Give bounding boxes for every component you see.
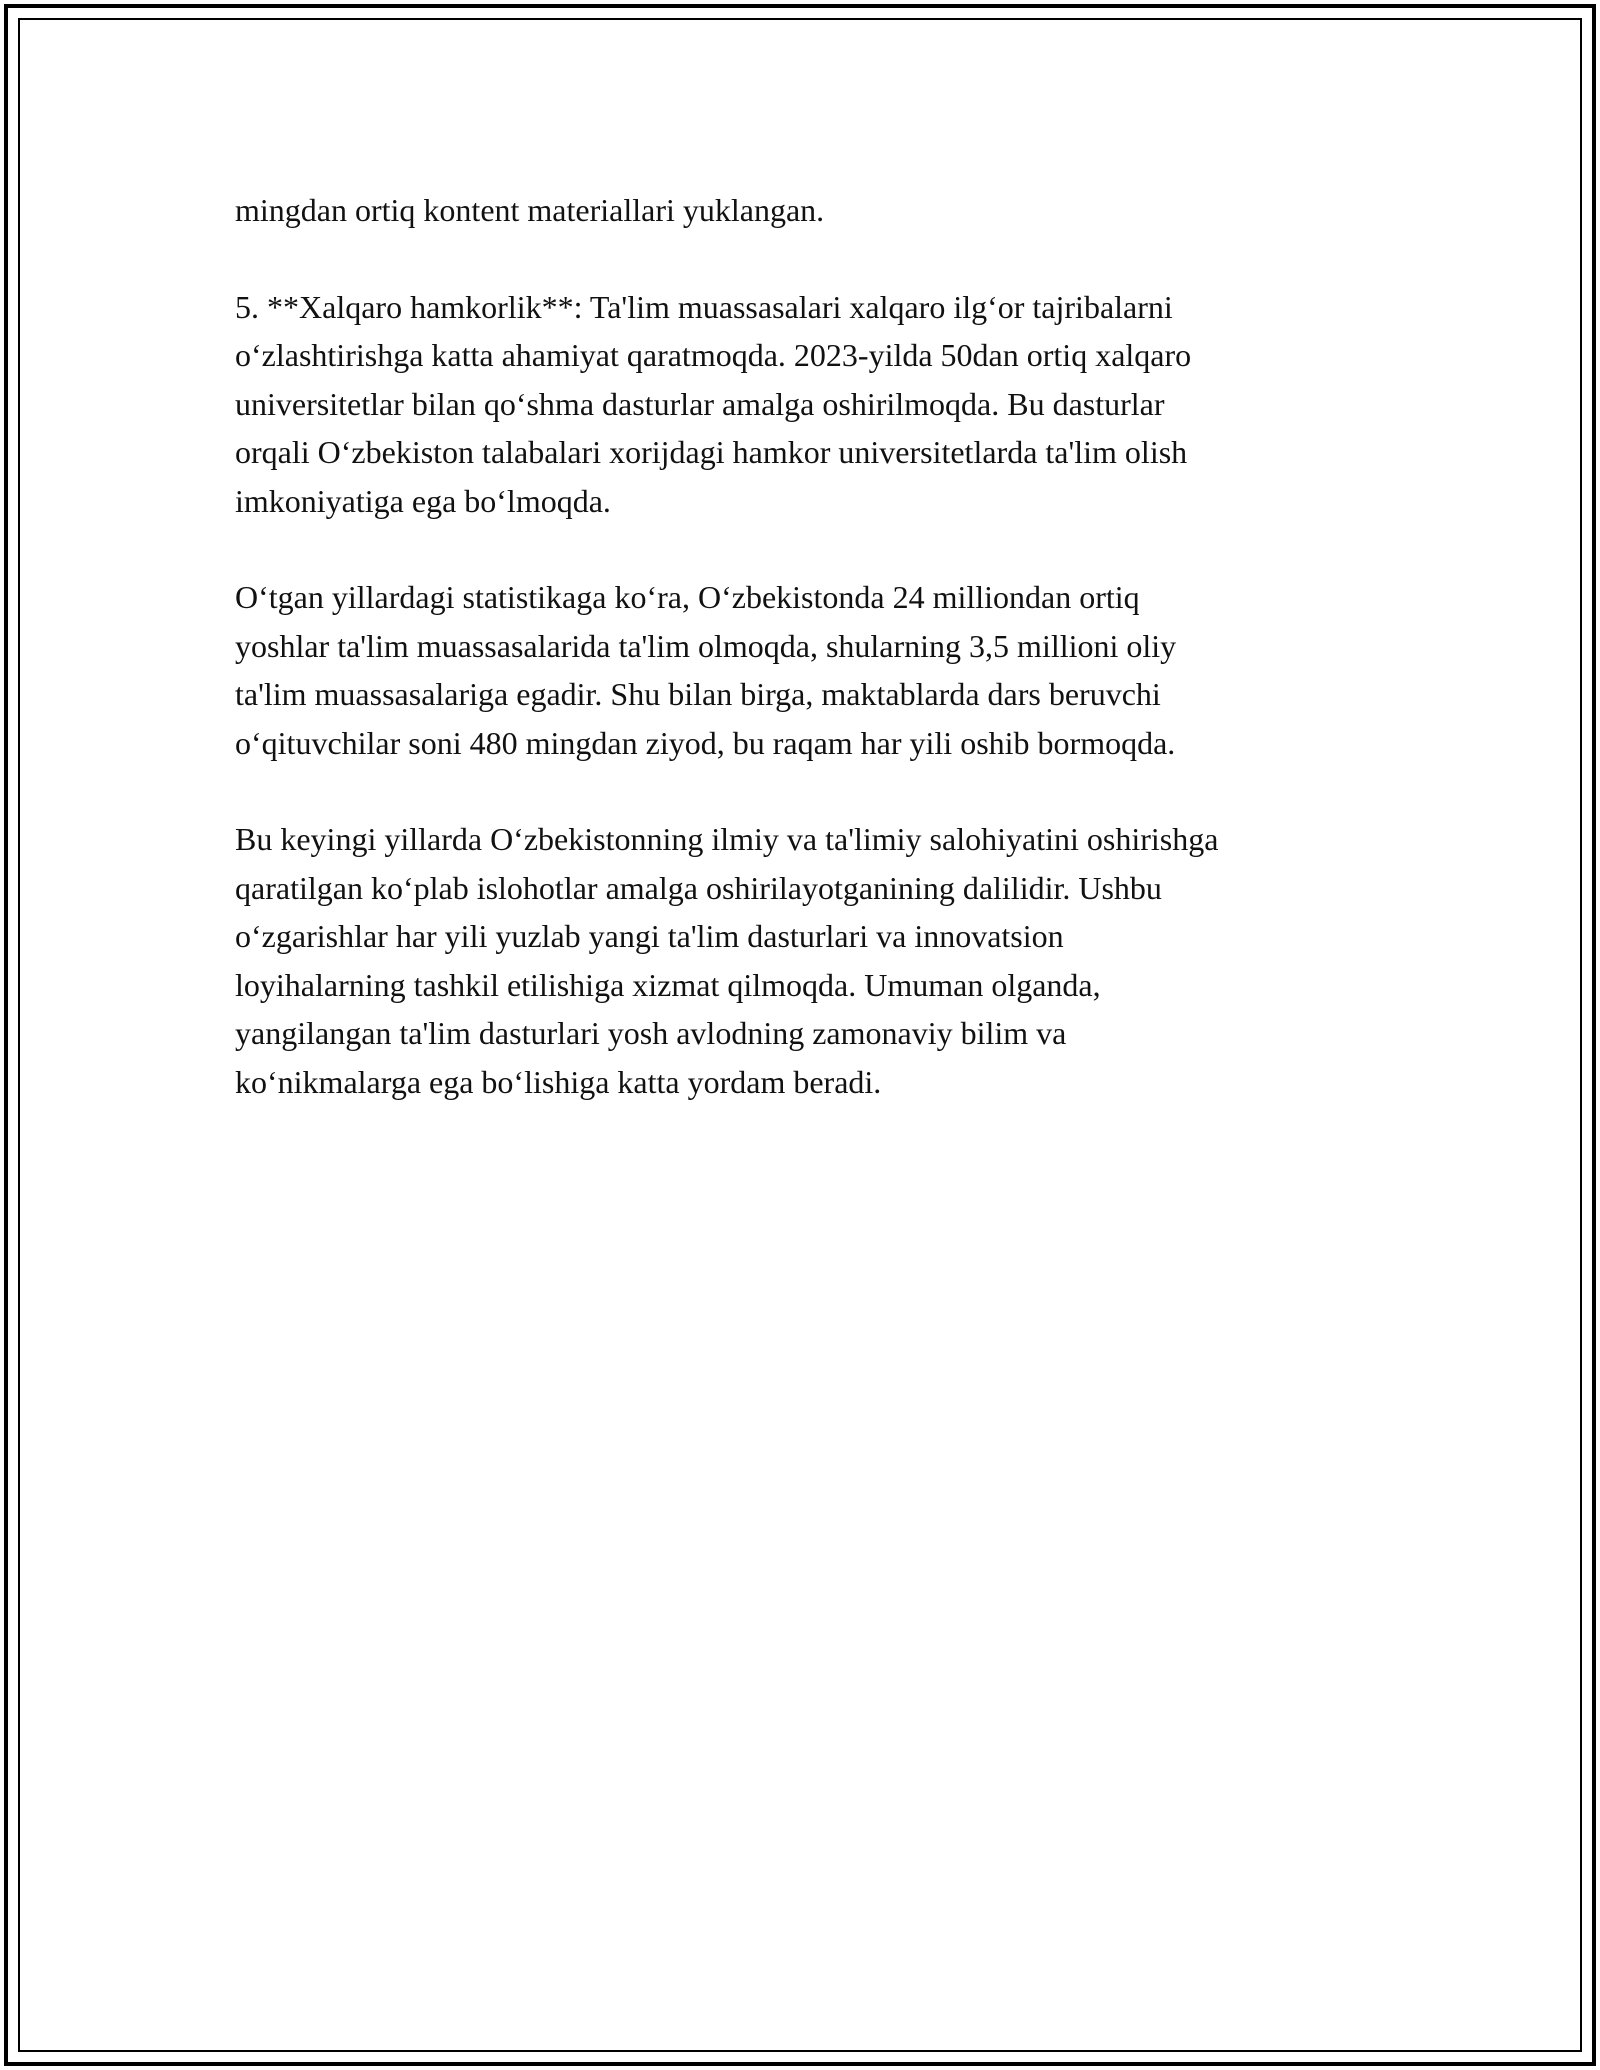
text-line: Bu keyingi yillarda O‘zbekistonning ilmiy va ta'limiy salohiyatini oshirishga — [235, 821, 1219, 857]
text-line: loyihalarning tashkil etilishiga xizmat qilmoqda. Umuman olganda, — [235, 966, 1101, 1003]
text-line: ta'lim muassasalariga egadir. Shu bilan birga, maktablarda dars beruvchi — [235, 676, 1161, 712]
text-line: yangilangan ta'lim dasturlari yosh avlodning zamonaviy bilim va — [235, 1015, 1067, 1051]
text-line: o‘qituvchilar soni 480 mingdan ziyod, bu raqam har yili oshib bormoqda. — [235, 724, 1176, 761]
text-line: o‘zgarishlar har yili yuzlab yangi ta'lim dasturlari va innovatsion — [235, 918, 1064, 954]
paragraph-international-cooperation — [235, 283, 1395, 526]
text-line: ko‘nikmalarga ega bo‘lishiga katta yordam beradi. — [235, 1063, 882, 1100]
text-line: O‘tgan yillardagi statistikaga ko‘ra, O‘zbekistonda 24 milliondan ortiq — [235, 579, 1140, 615]
text-line: 5. **Xalqaro hamkorlik**: Ta'lim muassasalari xalqaro ilg‘or tajribalarni — [235, 288, 1173, 325]
document-body — [235, 186, 1395, 1154]
paragraph-statistics — [235, 573, 1395, 767]
text-line: orqali O‘zbekiston talabalari xorijdagi hamkor universitetlarda ta'lim olish — [235, 434, 1188, 470]
paragraph-conclusion — [235, 815, 1395, 1106]
text-line: universitetlar bilan qo‘shma dasturlar amalga oshirilmoqda. Bu dasturlar — [235, 385, 1165, 422]
text-line: mingdan ortiq kontent materiallari yuklangan. — [235, 192, 825, 228]
text-line: yoshlar ta'lim muassasalarida ta'lim olmoqda, shularning 3,5 millioni oliy — [235, 627, 1177, 664]
text-line: o‘zlashtirishga katta ahamiyat qaratmoqda. 2023-yilda 50dan ortiq xalqaro — [235, 337, 1192, 373]
paragraph-continuation — [235, 186, 1395, 235]
text-line: qaratilgan ko‘plab islohotlar amalga oshirilayotganining dalilidir. Ushbu — [235, 869, 1162, 906]
text-line: imkoniyatiga ega bo‘lmoqda. — [235, 482, 611, 519]
